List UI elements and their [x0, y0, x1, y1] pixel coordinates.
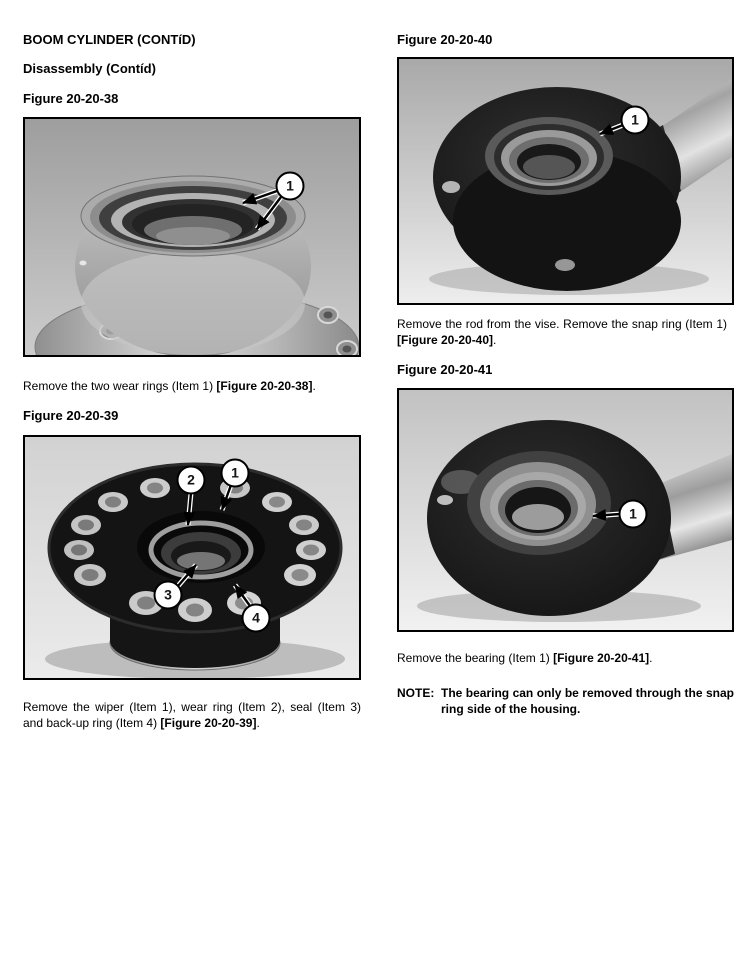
photo-seal-head	[25, 437, 359, 678]
figure-photo-20-20-38	[23, 117, 361, 357]
photo-wear-rings	[25, 119, 359, 355]
bolt-hole-bore	[303, 545, 319, 556]
gland-body-sheen	[81, 251, 305, 355]
figure-photo-20-20-41	[397, 388, 734, 632]
figure-reference: [Figure 20-20-39]	[160, 716, 257, 730]
note-text: The bearing can only be removed through the snap ring side of the housing.	[441, 686, 734, 716]
figure-reference: [Figure 20-20-38]	[216, 379, 313, 393]
left-column	[23, 33, 361, 731]
figure-heading-20-20-38: Figure 20-20-38	[23, 91, 119, 106]
note-block	[397, 685, 734, 717]
callout-label: 4	[252, 609, 260, 626]
caption-text: .	[493, 333, 497, 347]
bolt-hole-bore	[269, 497, 285, 508]
paint-scuff	[437, 495, 453, 505]
bolt-hole-bore	[105, 497, 121, 508]
bore-bottom-light	[177, 552, 225, 570]
page-title: BOOM CYLINDER (CONTíD)	[23, 32, 196, 47]
caption-text: Remove the rod from the vise. Remove the snap ring (Item 1)	[397, 317, 727, 331]
bore-bottom-light	[512, 504, 564, 530]
paint-scuff	[555, 259, 575, 271]
figure-reference: [Figure 20-20-40]	[397, 333, 494, 347]
callout-label: 1	[231, 464, 239, 481]
caption-text: .	[649, 651, 653, 665]
caption-text: .	[312, 379, 316, 393]
caption-text: .	[256, 716, 260, 730]
figure-photo-20-20-40	[397, 57, 734, 305]
bolt-hole-bore	[186, 604, 204, 617]
flange-bolt-hole-center	[324, 312, 333, 319]
callout-label: 2	[187, 471, 195, 488]
figure-caption-20-20-40	[397, 316, 727, 348]
figure-caption-20-20-38	[23, 378, 361, 394]
bolt-hole-bore	[137, 597, 155, 610]
caption-text: Remove the wiper (Item 1), wear ring (Item 2), seal (Item 3) and back-up ring (Item 4)	[23, 700, 361, 730]
figure-photo-20-20-39	[23, 435, 361, 680]
bolt-hole-bore	[296, 520, 312, 531]
figure-heading-20-20-39: Figure 20-20-39	[23, 408, 119, 423]
figure-heading-20-20-40: Figure 20-20-40	[397, 32, 493, 47]
photo-bearing	[399, 390, 732, 630]
section-subtitle: Disassembly (Contíd)	[23, 61, 156, 76]
callout-label: 3	[164, 586, 172, 603]
figure-caption-20-20-41	[397, 650, 734, 666]
figure-heading-20-20-41: Figure 20-20-41	[397, 362, 493, 377]
flange-bolt-hole-center	[343, 346, 352, 353]
bolt-hole-bore	[78, 520, 94, 531]
bolt-hole-bore	[147, 483, 163, 494]
figure-caption-20-20-39	[23, 699, 361, 731]
photo-snap-ring	[399, 59, 732, 303]
bolt-hole-bore	[71, 545, 87, 556]
callout-label: 1	[286, 177, 294, 194]
caption-text: Remove the bearing (Item 1)	[397, 651, 554, 665]
right-column	[397, 33, 734, 717]
caption-text: Remove the two wear rings (Item 1)	[23, 379, 217, 393]
paint-speck	[80, 261, 87, 266]
paint-scuff	[442, 181, 460, 193]
bolt-hole-bore	[292, 569, 309, 581]
callout-label: 1	[629, 505, 637, 522]
callout-label: 1	[631, 111, 639, 128]
bore-bottom-light	[523, 155, 575, 179]
bore-inner-highlight	[156, 227, 230, 245]
figure-reference: [Figure 20-20-41]	[553, 651, 650, 665]
note-label: NOTE:	[397, 686, 435, 700]
bolt-hole-bore	[82, 569, 99, 581]
